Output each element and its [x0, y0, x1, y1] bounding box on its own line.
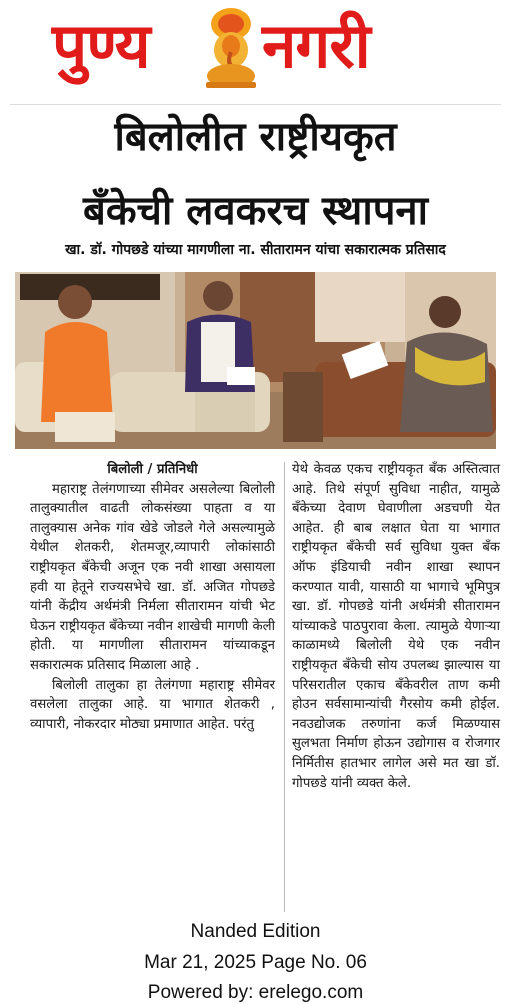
- article-column-right: [292, 460, 500, 793]
- dateline: बिलोली / प्रतिनिधी: [107, 462, 198, 477]
- news-photo: [15, 272, 496, 449]
- brand-name-right: नगरी: [262, 9, 370, 82]
- article-paragraph: येथे केवळ एकच राष्ट्रीयकृत बँक अस्तित्वात आहे. तिथे संपूर्ण सुविधा नाहीत, यामुळे बँकेच्या देवाण घेवाणीला अडचणी येत आहेत. ही बाब लक्षात घेता या भागात राष्ट्रीयकृत बँकेची सर्व सुविधा युक्त बँक ऑफ इंडियाची नवीन शाखा स्थापन करण्यात यावी, यासाठी या भागाचे भूमिपुत्र खा. डॉ. गोपछडे यांनी अर्थमंत्री सीतारामन यांच्याकडे पाठपुरावा केला. त्यामुळे येणाऱ्या काळामध्ये बिलोली येथे एक नवीन राष्ट्रीयकृत बँकेची सोय उपलब्ध झाल्यास या परिसरातील एकाच बँकेवरील ताण कमी होउन सर्वसामान्यांची गैरसोय कमी होईल. नवउद्योजक तरुणांना कर्ज मिळण्यास सुलभता निर्माण होऊन उद्योगास व रोजगार निर्मितीस हातभार लागेल असे मत खा डॉ. गोपछडे यांनी व्यक्त केले.: [292, 462, 500, 791]
- article-column-left: [30, 460, 275, 734]
- masthead-divider: [10, 104, 501, 105]
- masthead: [0, 0, 511, 108]
- column-divider: [284, 462, 285, 912]
- date-page-label: Mar 21, 2025 Page No. 06: [144, 952, 367, 973]
- article-paragraph: महाराष्ट्र तेलंगणाच्या सीमेवर असलेल्या बिलोली तालुक्यातील वाढती लोकसंख्या पाहता व या तालुक्यास अनेक गांव खेडे जोडले गेले असल्यामुळे येथील शेतकरी, शेतमजूर,व्यापारी लोकांसाठी राष्ट्रीयकृत बँकेची अजून एक नवी शाखा असायला हवी या हेतूने राज्यसभेचे खा. डॉ. अजित गोपछडे यांनी केंद्रीय अर्थमंत्री निर्मला सीतारामन यांची भेट घेऊन राष्ट्रीयकृत बँकेच्या नवीन शाखेची मागणी केली होती. या मागणीला सीतारामन यांच्याकडून सकारात्मक प्रतिसाद मिळाला आहे .: [30, 481, 275, 673]
- headline-line-2: बँकेची लवकरच स्थापना: [83, 188, 428, 234]
- edition-label: Nanded Edition: [190, 921, 321, 942]
- brand-name-left: पुण्य: [52, 9, 150, 82]
- article-paragraph: बिलोली तालुका हा तेलंगणा महाराष्ट्र सीमेवर वसलेला तालुका आहे. या भागात शेतकरी , व्यापारी, नोकरदार मोठ्या प्रमाणात आहेत. परंतु: [30, 677, 275, 732]
- subheadline: खा. डॉ. गोपछडे यांच्या मागणीला ना. सीतारामन यांचा सकारात्मक प्रतिसाद: [65, 242, 446, 258]
- powered-by-label: Powered by: erelego.com: [147, 982, 364, 1003]
- ganesha-emblem-icon: [200, 6, 262, 90]
- headline-line-1: बिलोलीत राष्ट्रीयकृत: [114, 114, 397, 160]
